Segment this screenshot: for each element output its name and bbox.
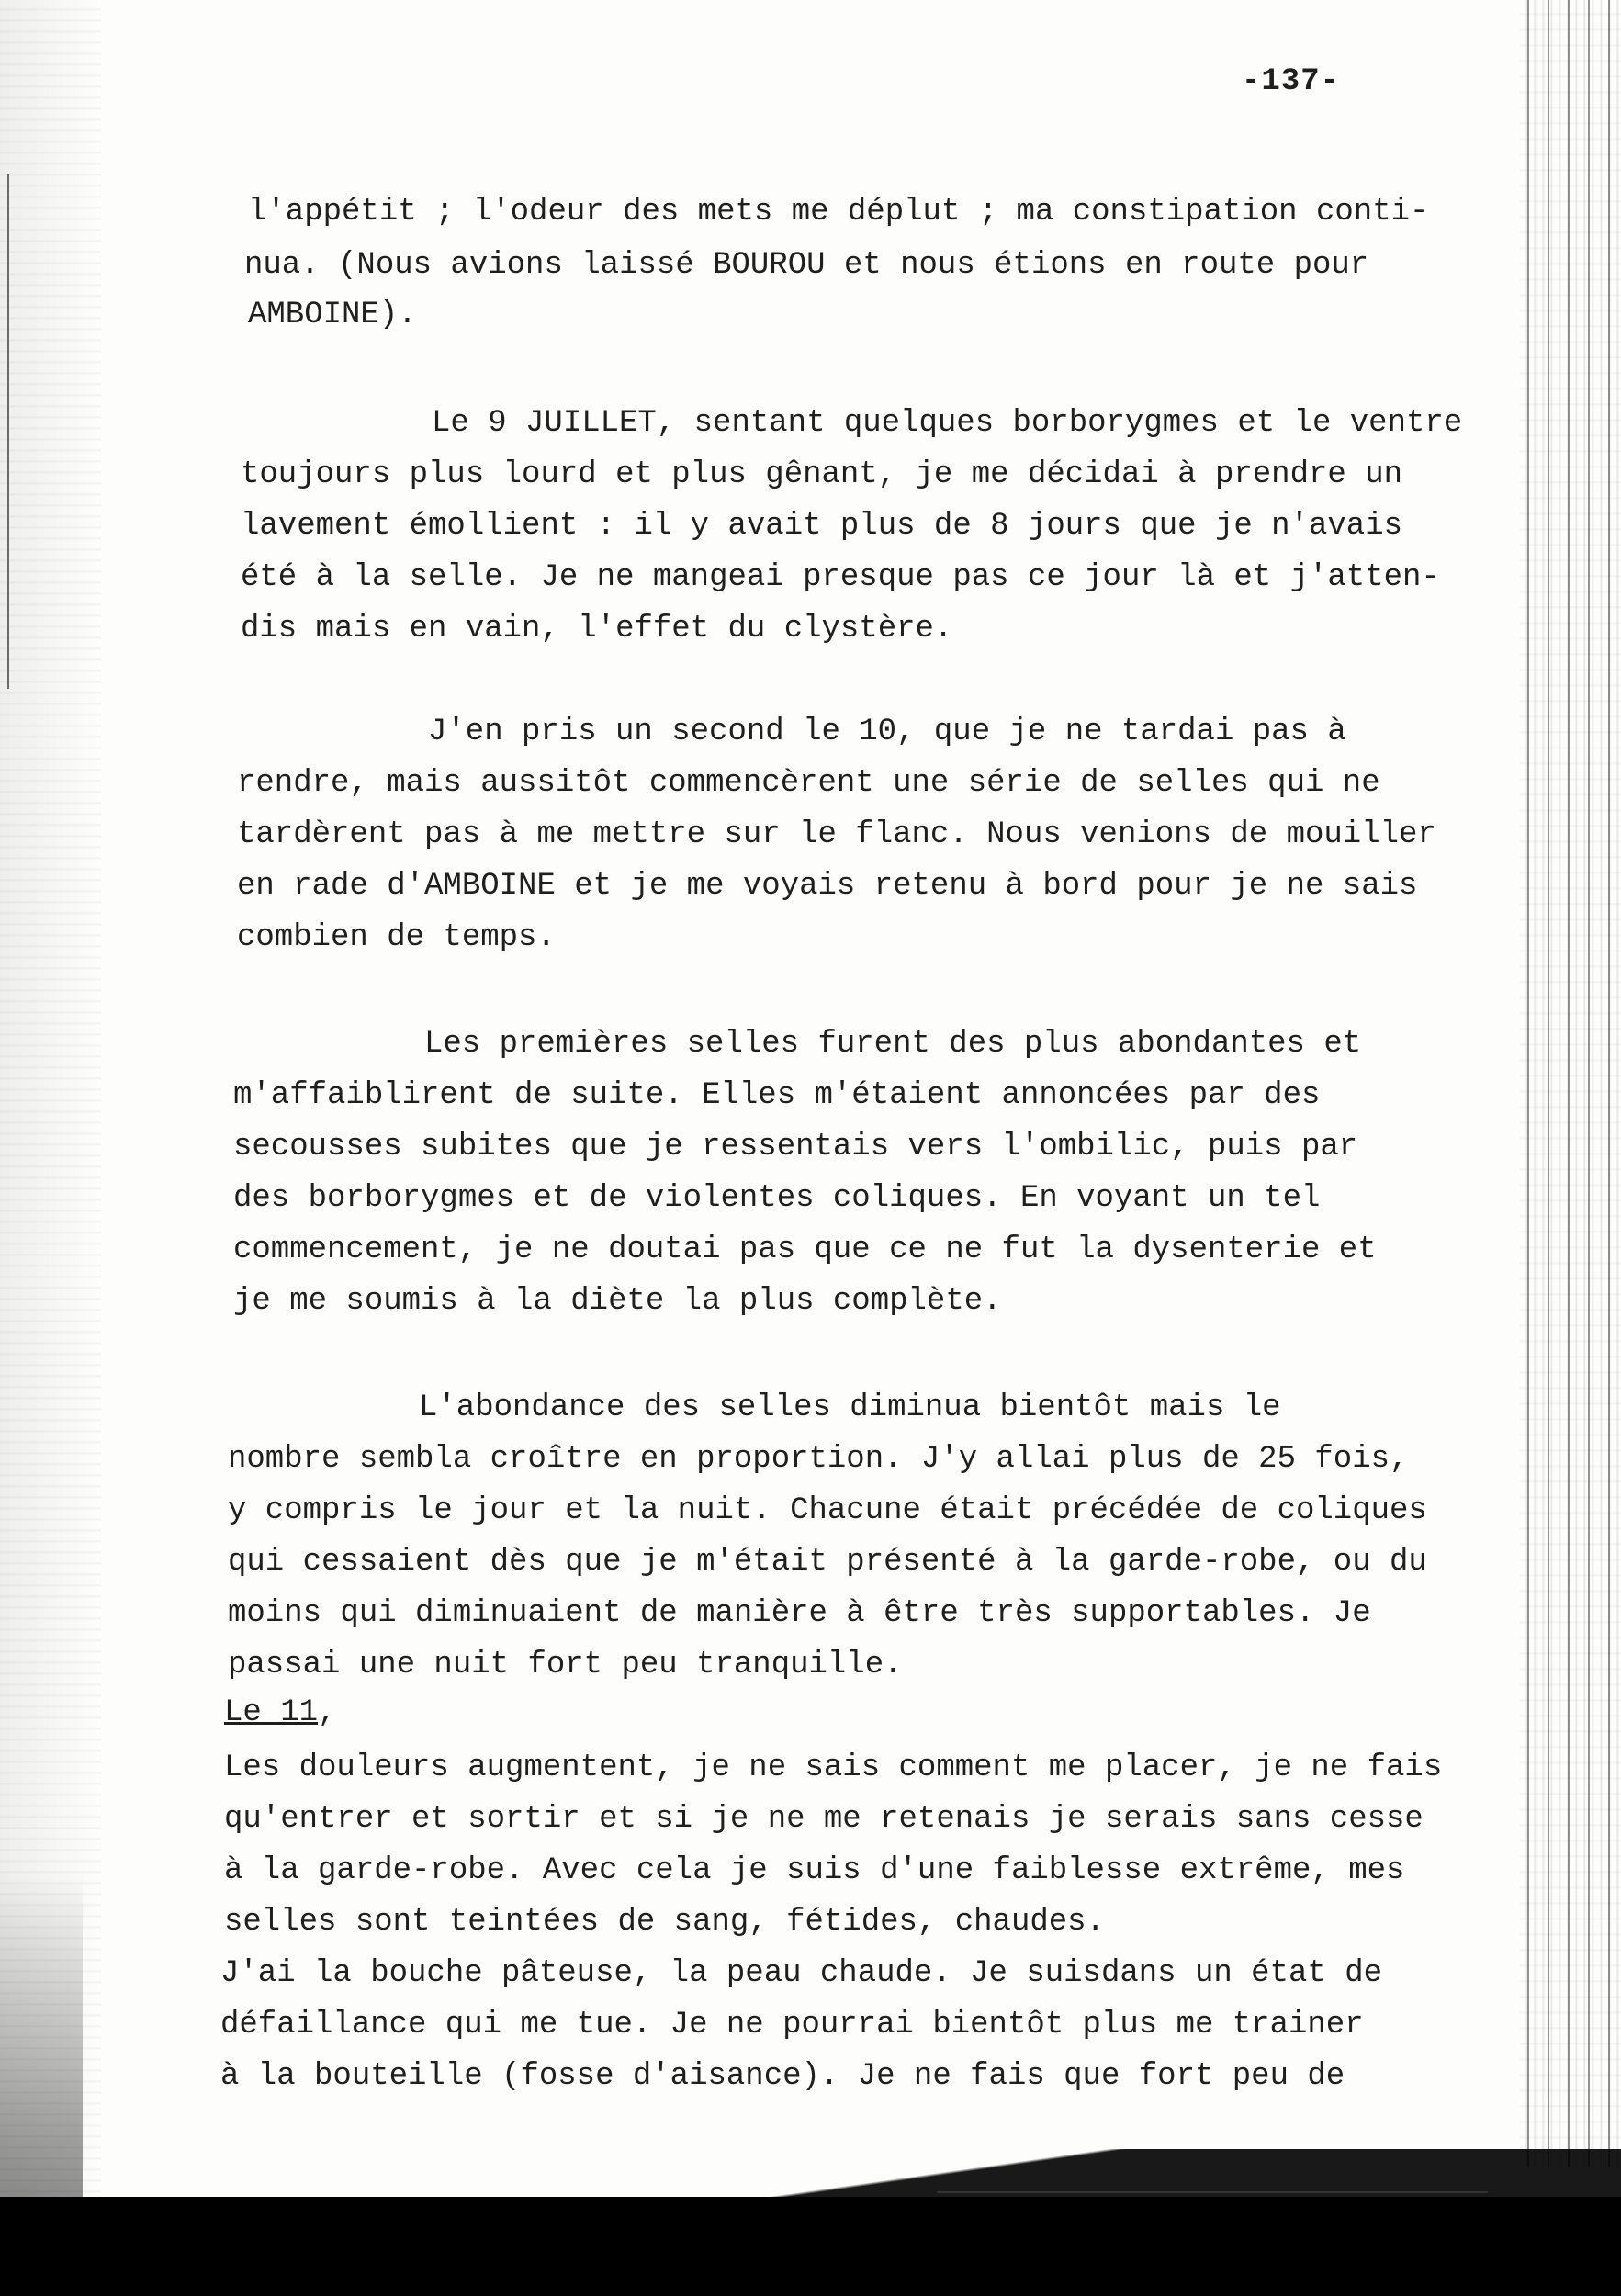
text-line: à la bouteille (fosse d'aisance). Je ne fais que fort peu de	[220, 2059, 1345, 2094]
text-line: qui cessaient dès que je m'était présenté à la garde-robe, ou du	[228, 1545, 1427, 1580]
text-line: AMBOINE).	[248, 298, 417, 332]
scan-bottom-shadow	[0, 2149, 1621, 2204]
text-line: dis mais en vain, l'effet du clystère.	[241, 612, 953, 647]
date-heading-text: Le 11	[224, 1695, 319, 1730]
text-line: défaillance qui me tue. Je ne pourrai bientôt plus me trainer	[220, 2008, 1364, 2043]
text-line: l'appétit ; l'odeur des mets me déplut ; ma constipation conti-	[248, 195, 1429, 230]
date-heading	[224, 1697, 336, 1728]
text-line: J'en pris un second le 10, que je ne tardai pas à	[428, 715, 1346, 749]
binding-line	[1527, 0, 1529, 2167]
text-line: toujours plus lourd et plus gênant, je me décidai à prendre un	[241, 457, 1403, 492]
text-line: Le 9 JUILLET, sentant quelques borborygmes et le ventre	[432, 406, 1463, 441]
scan-binding-edge	[1520, 0, 1621, 2167]
text-line: je me soumis à la diète la plus complète.	[233, 1284, 1002, 1319]
text-line: tardèrent pas à me mettre sur le flanc. Nous venions de mouiller	[237, 817, 1436, 852]
text-line: des borborygmes et de violentes coliques. En voyant un tel	[233, 1181, 1321, 1216]
text-line: lavement émollient : il y avait plus de 8 jours que je n'avais	[241, 509, 1403, 544]
text-line: Les douleurs augmentent, je ne sais comment me placer, je ne fais	[224, 1750, 1443, 1785]
text-line: y compris le jour et la nuit. Chacune était précédée de coliques	[228, 1493, 1427, 1528]
text-line: L'abondance des selles diminua bientôt mais le	[419, 1390, 1281, 1425]
text-line: passai une nuit fort peu tranquille.	[228, 1648, 903, 1683]
scan-bottom-band	[0, 2197, 1621, 2296]
text-line: secousses subites que je ressentais vers l'ombilic, puis par	[233, 1130, 1358, 1165]
text-line: moins qui diminuaient de manière à être très supportables. Je	[228, 1596, 1371, 1631]
text-line: qu'entrer et sortir et si je ne me retenais je serais sans cesse	[224, 1802, 1424, 1837]
text-line: à la garde-robe. Avec cela je suis d'une faiblesse extrême, mes	[224, 1853, 1405, 1888]
text-line: rendre, mais aussitôt commencèrent une série de selles qui ne	[237, 766, 1380, 801]
text-line: m'affaiblirent de suite. Elles m'étaient annoncées par des	[233, 1078, 1321, 1113]
scan-left-rule	[7, 174, 9, 689]
text-line: été à la selle. Je ne mangeai presque pas ce jour là et j'atten-	[241, 560, 1440, 595]
scan-bottom-line	[937, 2191, 1488, 2193]
text-line: commencement, je ne doutai pas que ce ne fut la dysenterie et	[233, 1232, 1377, 1267]
binding-line	[1568, 0, 1570, 2167]
text-line: nombre sembla croître en proportion. J'y allai plus de 25 fois,	[228, 1442, 1409, 1477]
text-line: J'ai la bouche pâteuse, la peau chaude. Je suisdans un état de	[220, 1956, 1383, 1991]
text-line: en rade d'AMBOINE et je me voyais retenu à bord pour je ne sais	[237, 869, 1418, 904]
text-line: selles sont teintées de sang, fétides, chaudes.	[224, 1905, 1105, 1940]
binding-line	[1588, 0, 1590, 2167]
page-number: -137-	[1242, 64, 1341, 99]
text-line: Les premières selles furent des plus abondantes et	[424, 1027, 1362, 1062]
date-heading-punct: ,	[318, 1695, 337, 1730]
binding-line	[1548, 0, 1549, 2167]
text-line: nua. (Nous avions laissé BOUROU et nous étions en route pour	[244, 248, 1369, 283]
text-line: combien de temps.	[237, 920, 556, 955]
binding-line	[1608, 0, 1610, 2167]
